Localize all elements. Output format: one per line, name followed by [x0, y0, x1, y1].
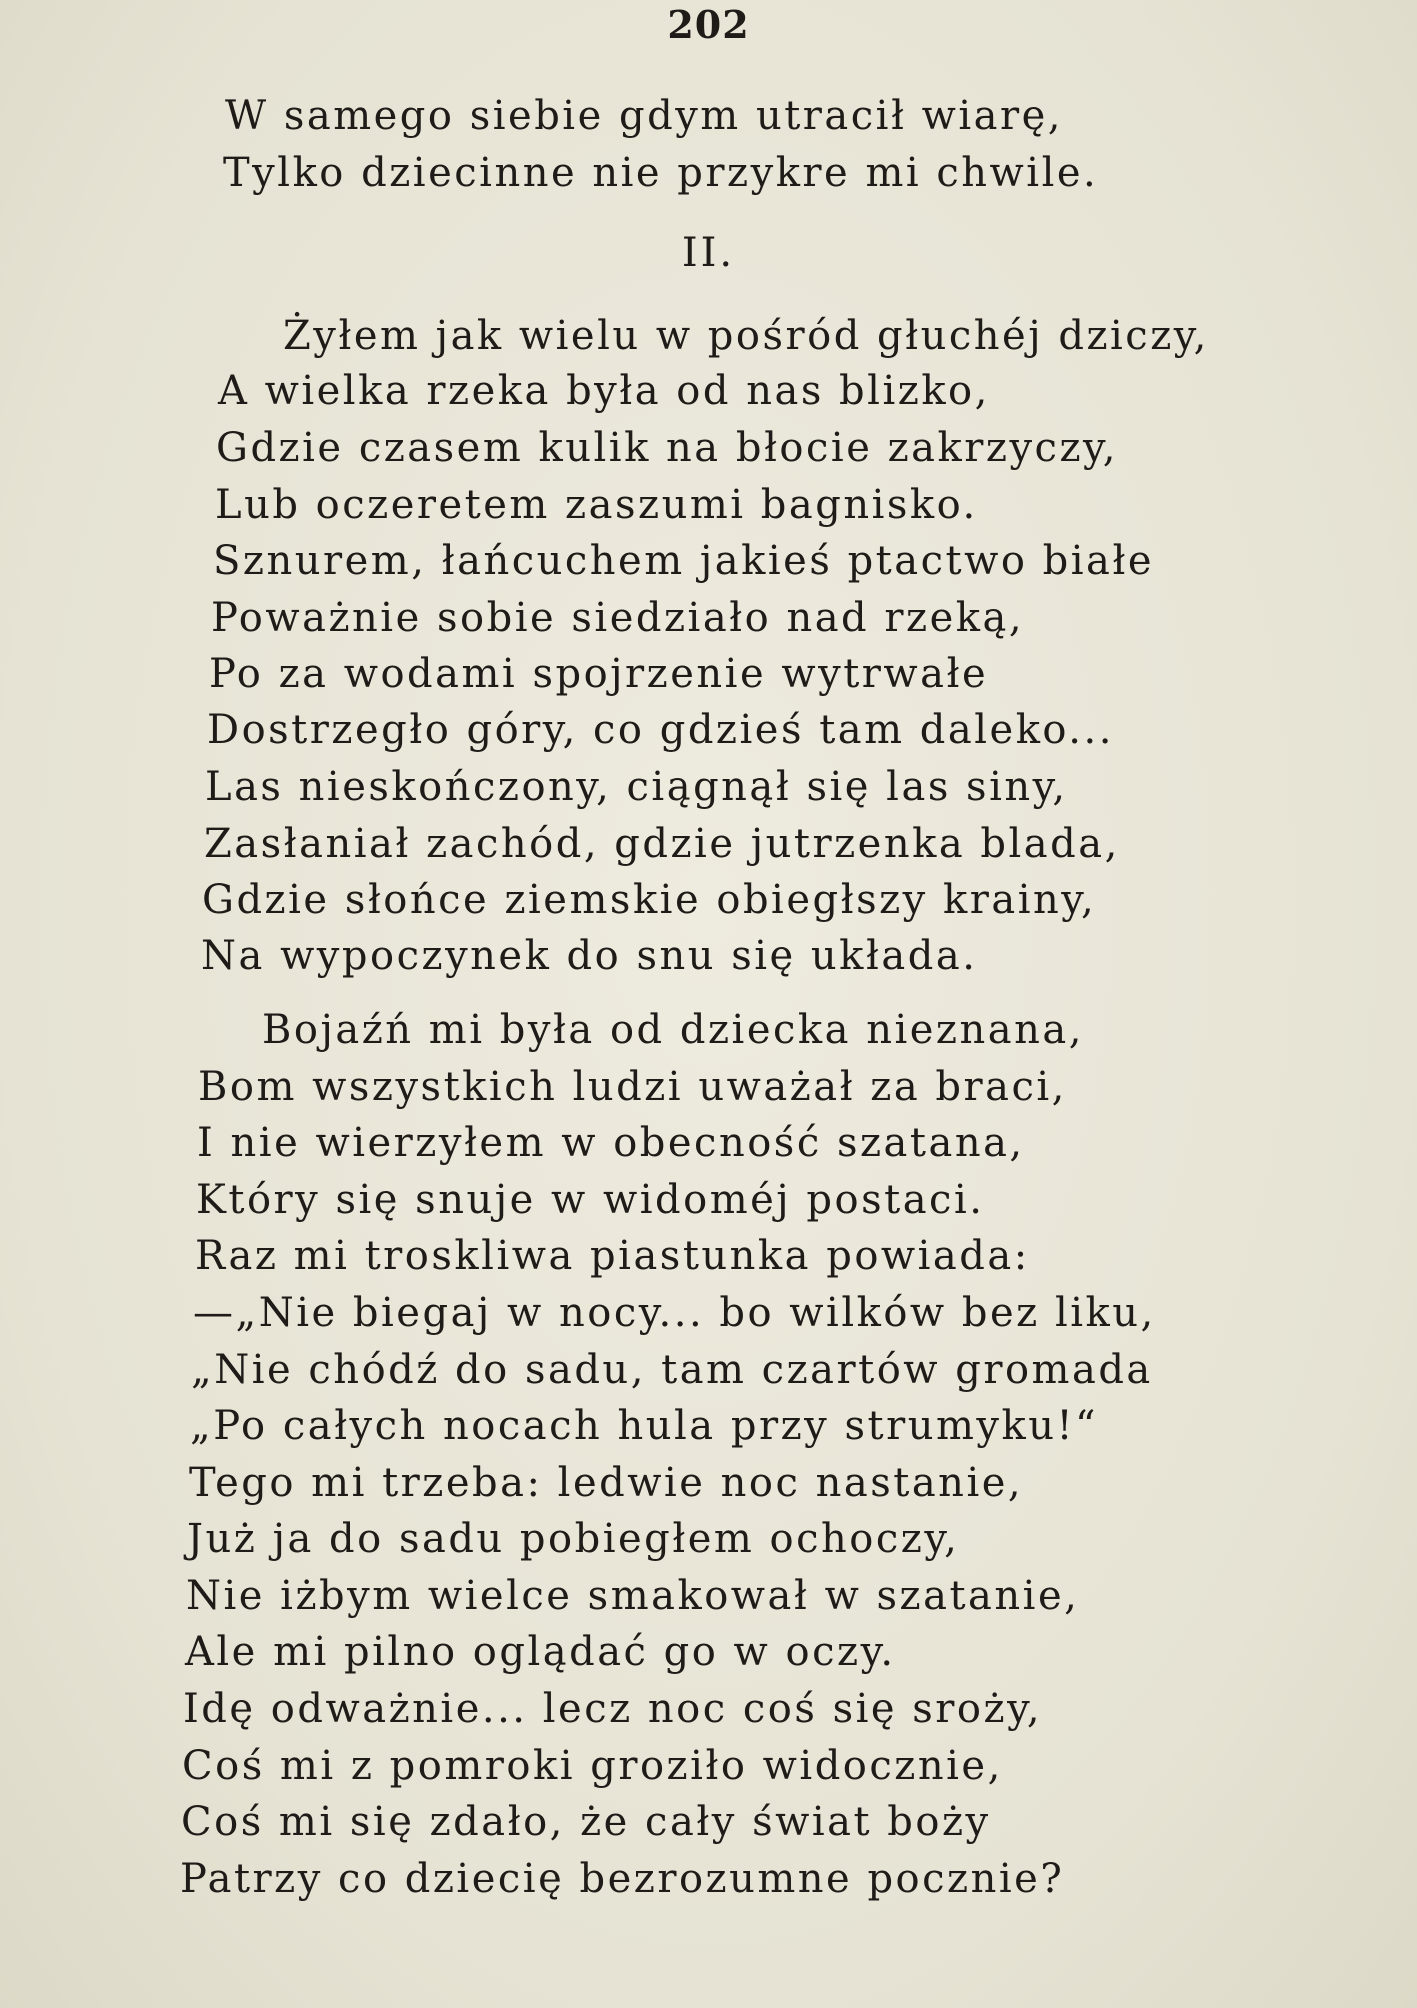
- stanza1-line-9: Las nieskończony, ciągnął się las siny,: [205, 764, 1068, 810]
- stanza2-line-2: Bom wszystkich ludzi uważał za braci,: [198, 1064, 1067, 1110]
- stanza2-line-14: Coś mi z pomroki groziło widocznie,: [182, 1743, 1003, 1789]
- stanza1-line-5: Sznurem, łańcuchem jakieś ptactwo białe: [213, 538, 1154, 584]
- stanza1-line-8: Dostrzegło góry, co gdzieś tam daleko...: [207, 707, 1114, 753]
- stanza1-line-12: Na wypoczynek do snu się układa.: [201, 933, 978, 979]
- stanza1-line-11: Gdzie słońce ziemskie obiegłszy krainy,: [202, 877, 1097, 923]
- stanza1-line-4: Lub oczeretem zaszumi bagnisko.: [215, 482, 978, 528]
- stanza2-line-11: Nie iżbym wielce smakował w szatanie,: [186, 1573, 1080, 1619]
- stanza2-line-1: Bojaźń mi była od dziecka nieznana,: [262, 1007, 1084, 1053]
- stanza2-line-7: „Nie chódź do sadu, tam czartów gromada: [191, 1347, 1153, 1393]
- page-number: 202: [667, 2, 750, 47]
- stanza1-line-2: A wielka rzeka była od nas blizko,: [218, 368, 990, 414]
- stanza2-line-16: Patrzy co dziecię bezrozumne pocznie?: [180, 1856, 1065, 1902]
- section-heading: II.: [681, 230, 736, 276]
- stanza1-line-1: Żyłem jak wielu w pośród głuchéj dziczy,: [283, 313, 1209, 359]
- stanza2-line-6: —„Nie biegaj w nocy... bo wilków bez liku,: [193, 1290, 1156, 1336]
- stanza2-line-5: Raz mi troskliwa piastunka powiada:: [195, 1233, 1030, 1279]
- stanza1-line-7: Po za wodami spojrzenie wytrwałe: [209, 651, 989, 697]
- stanza2-line-15: Coś mi się zdało, że cały świat boży: [181, 1799, 991, 1845]
- stanza2-line-10: Już ja do sadu pobiegłem ochoczy,: [187, 1516, 960, 1562]
- stanza1-line-6: Poważnie sobie siedziało nad rzeką,: [211, 595, 1025, 641]
- stanza2-line-9: Tego mi trzeba: ledwie noc nastanie,: [189, 1460, 1024, 1506]
- stanza2-line-8: „Po całych nocach hula przy strumyku!“: [190, 1403, 1099, 1449]
- stanza2-line-13: Idę odważnie... lecz noc coś się sroży,: [183, 1686, 1043, 1732]
- stanza2-line-4: Który się snuje w widoméj postaci.: [196, 1177, 985, 1223]
- stanza1-line-10: Zasłaniał zachód, gdzie jutrzenka blada,: [204, 821, 1120, 867]
- intro-line-2: Tylko dziecinne nie przykre mi chwile.: [223, 150, 1099, 196]
- intro-line-1: W samego siebie gdym utracił wiarę,: [225, 93, 1064, 139]
- stanza2-line-3: I nie wierzyłem w obecność szatana,: [197, 1120, 1025, 1166]
- stanza2-line-12: Ale mi pilno oglądać go w oczy.: [185, 1629, 896, 1675]
- stanza1-line-3: Gdzie czasem kulik na błocie zakrzyczy,: [216, 425, 1119, 471]
